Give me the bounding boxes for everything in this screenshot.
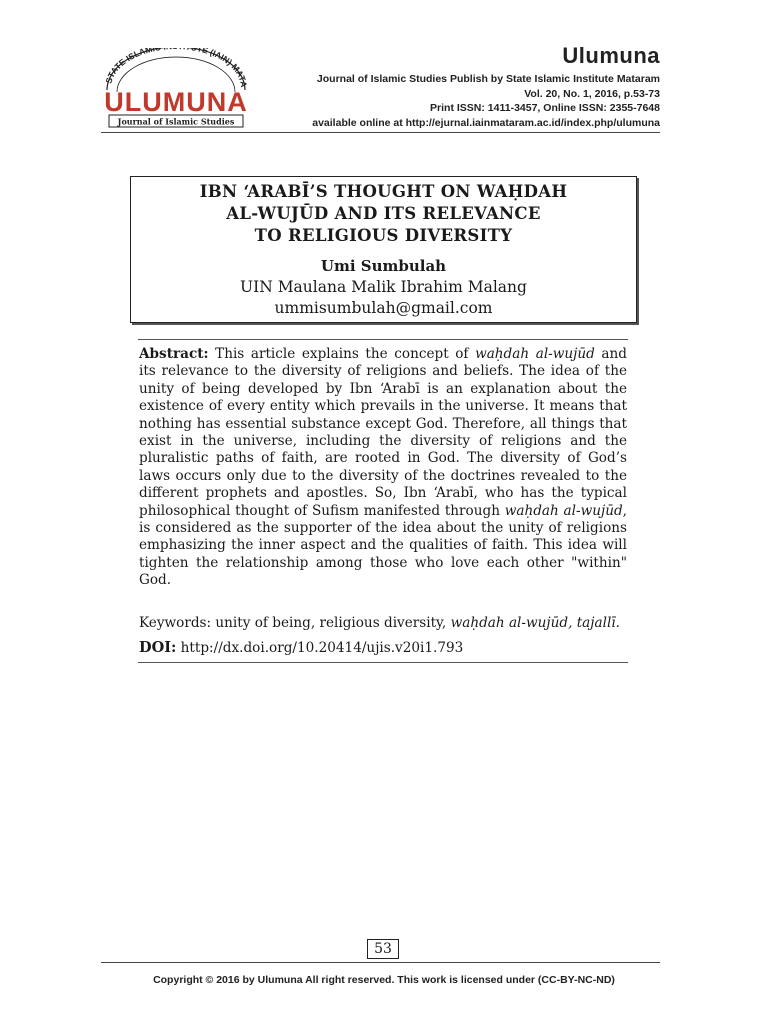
author-name: Umi Sumbulah bbox=[320, 257, 447, 275]
keywords-label: Keywords: bbox=[139, 615, 212, 631]
abstract-label: Abstract: bbox=[139, 346, 209, 362]
svg-text:STATE ISLAMIC INSTITUTE (IAIN) bbox=[101, 48, 249, 88]
logo-word: ULUMUNA bbox=[104, 87, 248, 117]
page-number: 53 bbox=[367, 939, 399, 959]
journal-name: Ulumuna bbox=[562, 43, 660, 68]
abstract-bottom-divider bbox=[138, 662, 628, 663]
abstract-text-1: This article explains the concept of bbox=[208, 346, 476, 362]
abstract bbox=[139, 346, 627, 590]
publisher-line: Journal of Islamic Studies Publish by State Islamic Institute Mataram bbox=[316, 73, 660, 85]
abstract-text-2: and its relevance to the diversity of religions and beliefs. The idea of the unity of being developed by Ibn ‘Arabī is an explanation about the existence of every entity which prevails in the universe. It means that nothing has essential substance except God. Therefore, all things that exist in the universe, including the diversity of religions and the pluralistic paths of faith, are rooted in God. The diversity of God’s laws occurs only due to the diversity of the doctrines revealed to the different prophets and apostles. So, Ibn ‘Arabī, who has the typical philosophical thought of Sufism manifested through bbox=[139, 346, 627, 519]
title-box bbox=[130, 176, 637, 323]
title-line-1: IBN ‘ARABĪ’S THOUGHT ON WAḤDAH bbox=[199, 182, 568, 201]
title-line-3: TO RELIGIOUS DIVERSITY bbox=[254, 226, 513, 245]
abstract-term-1: waḥdah al-wujūd bbox=[475, 346, 595, 362]
abstract-text-3: , is considered as the supporter of the idea about the unity of religions emphasizing the inner aspect and the qualities of faith. This idea will tighten the relationship among those who love each other "within" God. bbox=[139, 502, 627, 589]
title-line-2: AL-WUJŪD AND ITS RELEVANCE bbox=[226, 204, 541, 223]
abstract-term-2: waḥdah al-wujūd bbox=[504, 502, 623, 519]
abstract-top-divider bbox=[138, 339, 628, 340]
journal-meta bbox=[312, 72, 660, 130]
doi bbox=[139, 639, 627, 657]
header-divider bbox=[101, 132, 660, 133]
doi-label: DOI: bbox=[139, 639, 177, 656]
author-email[interactable]: ummisumbulah@gmail.com bbox=[274, 299, 493, 317]
volume-line: Vol. 20, No. 1, 2016, p.53-73 bbox=[524, 87, 660, 100]
logo-ring-text: STATE ISLAMI TE (IAIN) MATA bbox=[103, 48, 250, 88]
keywords-plain: unity of being, religious diversity, bbox=[211, 615, 451, 631]
copyright-notice: Copyright © 2016 by Ulumuna All right reserved. This work is licensed under (CC-BY-NC-ND) bbox=[153, 974, 615, 986]
logo-subtitle: Journal of Islamic Studies bbox=[117, 116, 235, 127]
article-title bbox=[131, 181, 636, 247]
footer-divider bbox=[101, 962, 660, 963]
doi-link[interactable]: http://dx.doi.org/10.20414/ujis.v20i1.793 bbox=[176, 640, 464, 656]
journal-logo bbox=[101, 48, 251, 130]
author-affiliation: UIN Maulana Malik Ibrahim Malang bbox=[240, 278, 527, 296]
keywords-italic: waḥdah al-wujūd, tajallī. bbox=[450, 615, 620, 631]
online-url-line[interactable]: available online at http://ejurnal.iainmataram.ac.id/index.php/ulumuna bbox=[312, 116, 660, 129]
keywords bbox=[139, 614, 627, 632]
issn-line: Print ISSN: 1411-3457, Online ISSN: 2355-7648 bbox=[430, 102, 660, 114]
